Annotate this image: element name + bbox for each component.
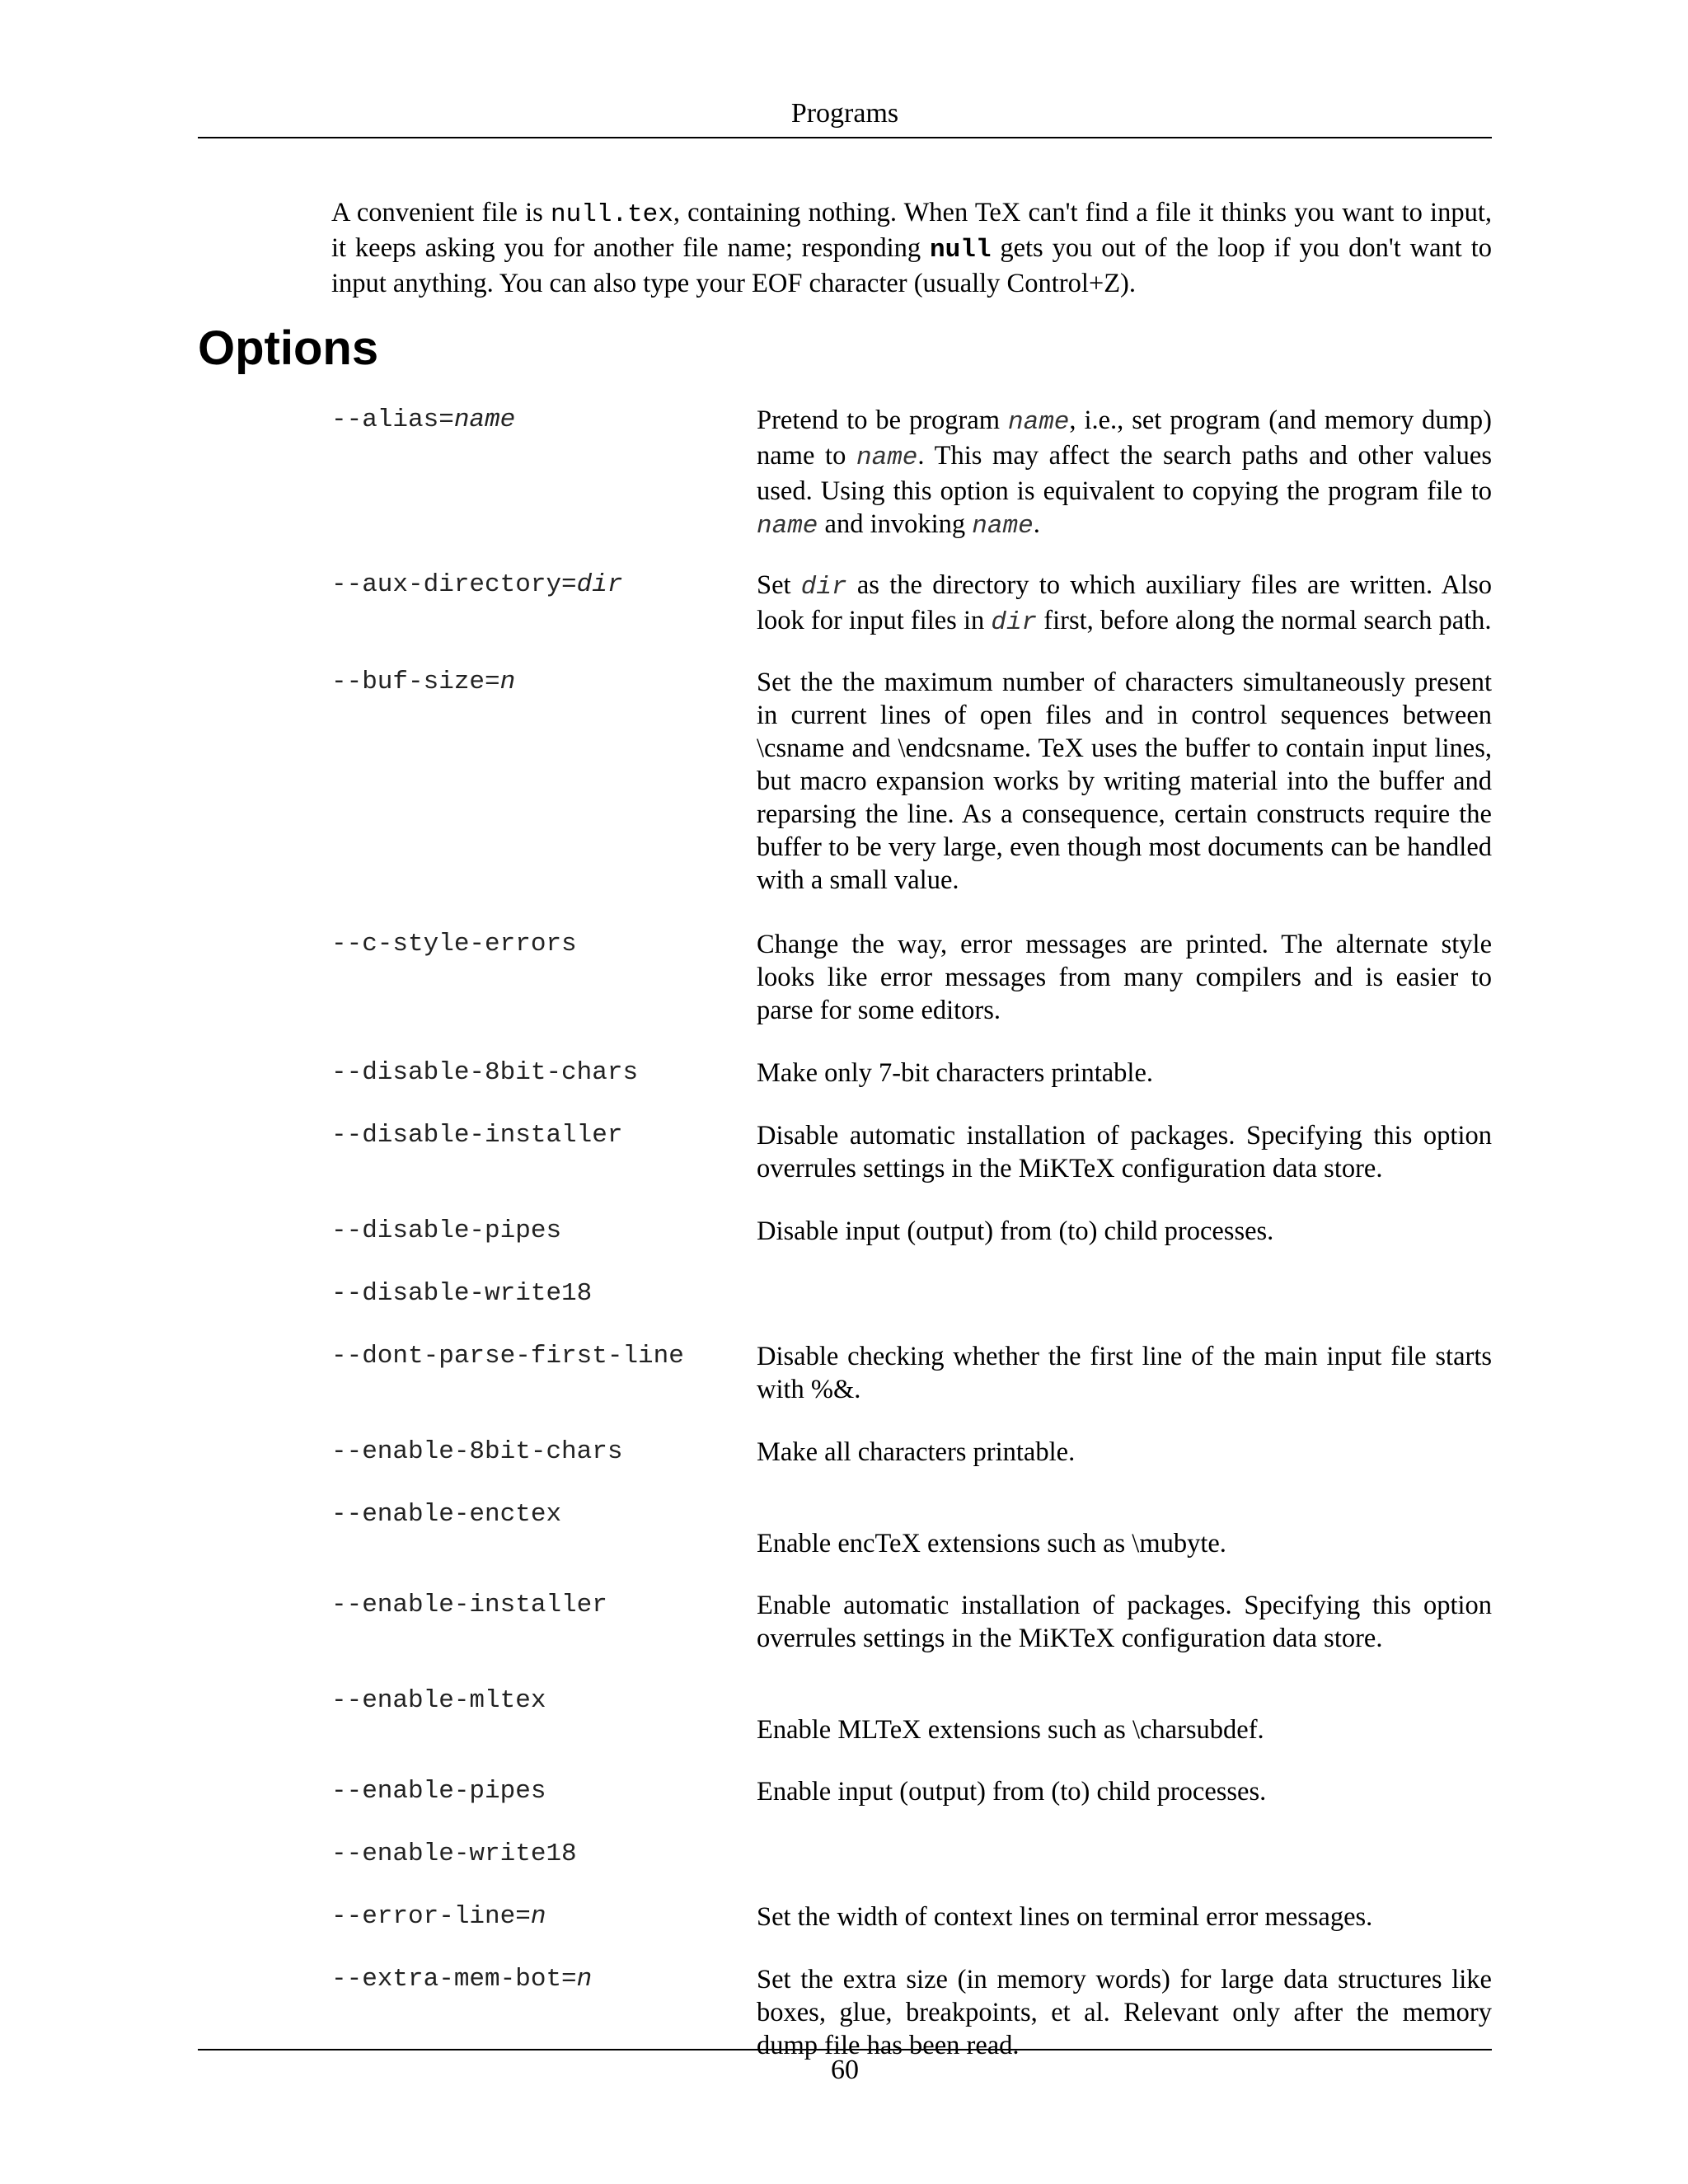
option-desc-dont-parse-first-line: Disable checking whether the first line of the main input file starts with %&. <box>757 1342 1492 1404</box>
option-arg: n <box>576 1965 593 1994</box>
option-arg: n <box>499 668 516 696</box>
option-arg: dir <box>576 570 623 599</box>
intro-text-3: gets you out of the loop if you don't want to input anything. You can also type your EOF character (usually Control+Z). <box>331 233 1492 298</box>
option-desc-buf-size: Set the the maximum number of characters simultaneously present in current lines of open files and in control sequences between \csname and \endcsname. TeX uses the buffer to contain input lines, but macro expansion works by writing material into the buffer and reparsing the line. As a consequence, certain constructs require the buffer to be very large, even though most documents can be handled with a small value. <box>757 668 1492 895</box>
option-name-disable-installer: --disable-installer <box>331 1121 623 1150</box>
option-arg: name <box>453 405 516 434</box>
header-rule <box>198 137 1492 138</box>
option-desc-enable-enctex: Enable encTeX extensions such as \mubyte. <box>757 1529 1226 1558</box>
desc-var: name <box>972 512 1034 541</box>
option-desc-aux-directory <box>757 569 1492 640</box>
desc-var: dir <box>800 573 847 602</box>
option-desc-enable-installer: Enable automatic installation of packages. Specifying this option overrules settings in the MiKTeX configuration data store. <box>757 1591 1492 1653</box>
section-heading-options: Options <box>198 321 379 375</box>
option-name-text: --error-line= <box>331 1902 531 1931</box>
option-name-text: --alias= <box>331 405 454 434</box>
desc-text: and invoking <box>818 509 973 539</box>
option-name-extra-mem-bot <box>331 1963 743 1996</box>
desc-var: dir <box>991 608 1038 637</box>
desc-var: name <box>757 512 818 541</box>
option-name-enable-write18: --enable-write18 <box>331 1840 577 1868</box>
option-name-enable-mltex: --enable-mltex <box>331 1686 546 1715</box>
option-desc-disable-pipes: Disable input (output) from (to) child processes. <box>757 1216 1274 1246</box>
running-header: Programs <box>790 98 899 129</box>
option-desc-error-line: Set the width of context lines on terminal error messages. <box>757 1902 1373 1932</box>
desc-text: . This may affect the search paths and other values used. Using this option is equivalent to copying the program file to <box>757 441 1492 506</box>
intro-text-1: A convenient file is <box>331 198 551 227</box>
option-arg: n <box>530 1902 546 1931</box>
page-number: 60 <box>831 2055 859 2085</box>
option-desc-alias <box>757 404 1492 543</box>
desc-var: name <box>856 443 918 472</box>
option-desc-enable-pipes: Enable input (output) from (to) child processes. <box>757 1777 1267 1807</box>
option-desc-disable-installer: Disable automatic installation of packages. Specifying this option overrules settings in the MiKTeX configuration data store. <box>757 1121 1492 1183</box>
desc-text: Pretend to be program <box>757 405 1008 435</box>
option-name-disable-pipes: --disable-pipes <box>331 1216 562 1245</box>
option-name-enable-enctex: --enable-enctex <box>331 1500 562 1529</box>
option-desc-enable-8bit-chars: Make all characters printable. <box>757 1437 1076 1467</box>
option-name-aux-directory <box>331 569 743 602</box>
option-name-text: --buf-size= <box>331 668 500 696</box>
option-desc-disable-8bit-chars: Make only 7-bit characters printable. <box>757 1058 1153 1088</box>
option-name-buf-size <box>331 666 743 699</box>
option-name-enable-8bit-chars: --enable-8bit-chars <box>331 1437 623 1466</box>
desc-var: name <box>1008 408 1070 437</box>
option-name-alias <box>331 404 743 437</box>
intro-text-2: , containing nothing. When TeX can't find a file it thinks you want to input, it keeps asking you for another file name; responding <box>331 198 1492 263</box>
desc-text: . <box>1033 509 1040 539</box>
option-name-c-style-errors: --c-style-errors <box>331 930 577 958</box>
option-desc-extra-mem-bot: Set the extra size (in memory words) for large data structures like boxes, glue, breakpoints, et al. Relevant only after the memory dump file has been read. <box>757 1965 1492 2060</box>
option-name-disable-8bit-chars: --disable-8bit-chars <box>331 1058 639 1087</box>
desc-text: as the directory to which auxiliary files are written. Also look for input files in <box>757 570 1492 635</box>
option-name-enable-installer: --enable-installer <box>331 1591 607 1619</box>
intro-code-null: null <box>930 236 992 265</box>
desc-text: Set <box>757 570 801 600</box>
option-desc-c-style-errors: Change the way, error messages are printed. The alternate style looks like error messages from many compilers and is easier to parse for some editors. <box>757 930 1492 1025</box>
option-name-dont-parse-first-line: --dont-parse-first-line <box>331 1342 684 1371</box>
option-desc-enable-mltex: Enable MLTeX extensions such as \charsubdef. <box>757 1715 1264 1745</box>
option-name-text: --aux-directory= <box>331 570 577 599</box>
option-name-enable-pipes: --enable-pipes <box>331 1777 546 1806</box>
option-name-disable-write18: --disable-write18 <box>331 1279 593 1308</box>
intro-paragraph <box>331 196 1492 300</box>
footer-rule <box>198 2049 1492 2050</box>
desc-text: , i.e., set program (and memory dump) name to <box>757 405 1492 471</box>
intro-code-null-tex: null.tex <box>551 200 673 229</box>
option-name-text: --extra-mem-bot= <box>331 1965 577 1994</box>
option-name-error-line <box>331 1900 743 1933</box>
desc-text: first, before along the normal search path. <box>1037 606 1492 635</box>
